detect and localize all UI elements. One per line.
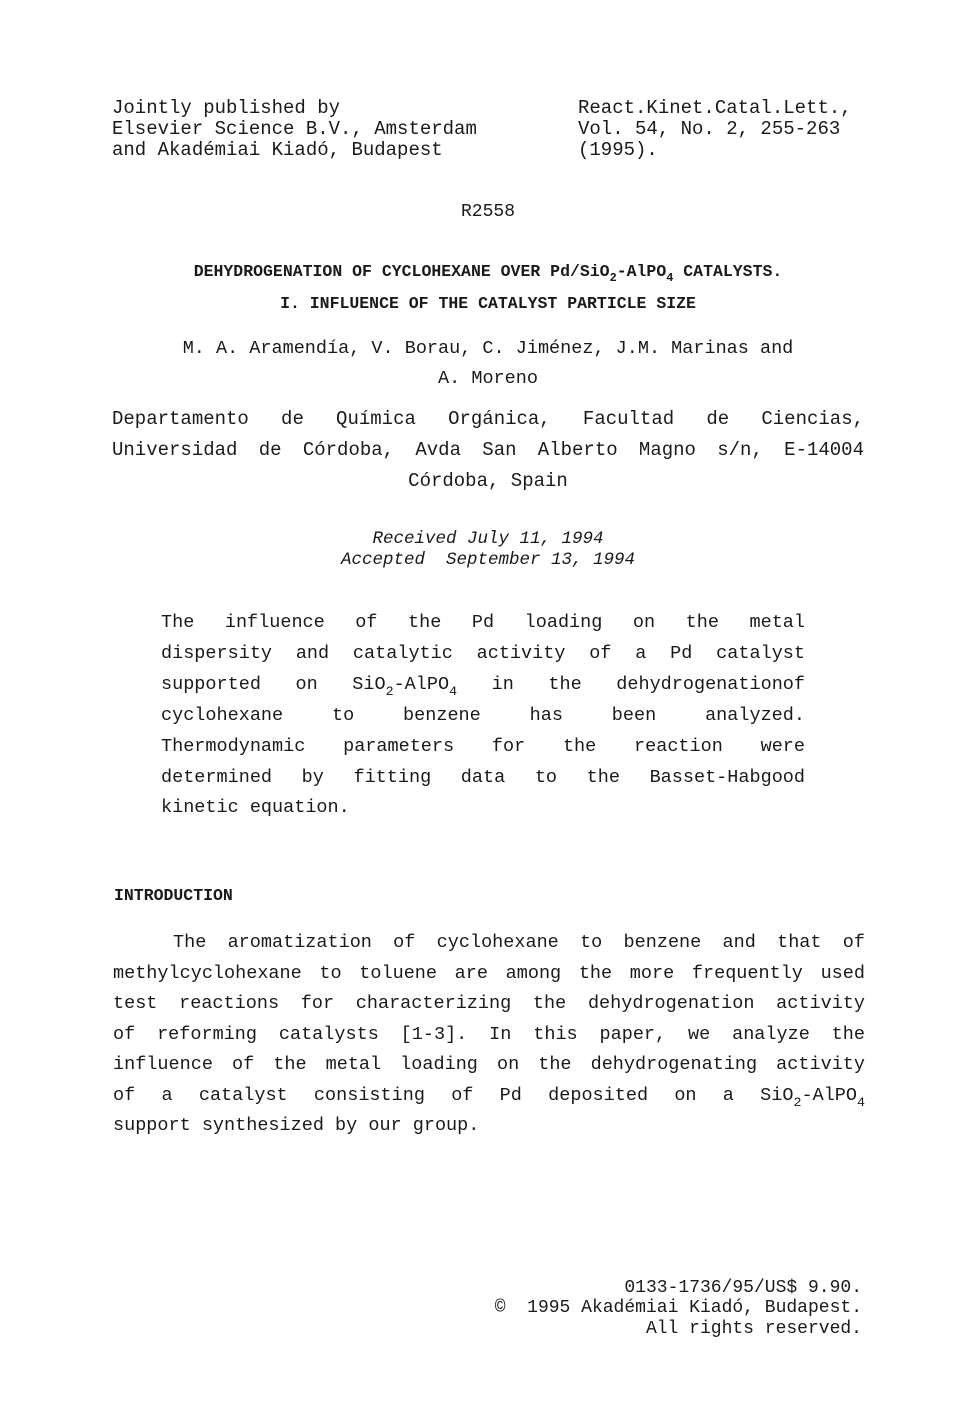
abstract-line: determined by fitting data to the Basset-Habgood xyxy=(161,767,805,788)
affiliation-line: Departamento de Química Orgánica, Facultad de Ciencias, xyxy=(112,408,864,430)
abstract-line: The influence of the Pd loading on the metal xyxy=(161,612,805,633)
intro-line: methylcyclohexane to toluene are among the more frequently used xyxy=(113,963,865,984)
affiliation-line: Córdoba, Spain xyxy=(408,470,568,492)
intro-line: The aromatization of cyclohexane to benzene and that of xyxy=(173,932,865,953)
authors-line: M. A. Aramendía, V. Borau, C. Jiménez, J.M. Marinas and xyxy=(182,338,794,359)
abstract-line: kinetic equation. xyxy=(161,797,350,818)
journal-citation xyxy=(578,98,852,161)
intro-line: of a catalyst consisting of Pd deposited on a SiO$_2$-AlPO$_4$ xyxy=(113,1085,865,1110)
abstract-line: supported on SiO$_2$-AlPO$_4$ in the dehydrogenationof xyxy=(161,674,806,699)
reference-number: R2558 xyxy=(460,202,515,222)
publisher-line: Elsevier Science B.V., Amsterdam xyxy=(112,118,477,140)
intro-line: support synthesized by our group. xyxy=(113,1115,480,1136)
paper-title-line-1: DEHYDROGENATION OF CYCLOHEXANE OVER Pd/SiO$_2$-AlPO$_4$ CATALYSTS. xyxy=(193,262,783,286)
received-date: Received July 11, 1994 xyxy=(372,529,604,549)
intro-line: of reforming catalysts [1-3]. In this paper, we analyze the xyxy=(113,1024,865,1045)
authors-line: A. Moreno xyxy=(438,368,538,389)
section-heading-introduction: INTRODUCTION xyxy=(114,886,233,905)
rights-reserved: All rights reserved. xyxy=(645,1319,862,1339)
journal-line: React.Kinet.Catal.Lett., xyxy=(578,97,852,119)
abstract-line: dispersity and catalytic activity of a Pd catalyst xyxy=(161,643,805,664)
publisher-line: and Akadémiai Kiadó, Budapest xyxy=(112,139,443,161)
abstract-line: cyclohexane to benzene has been analyzed. xyxy=(161,705,805,726)
affiliation-line: Universidad de Córdoba, Avda San Alberto Magno s/n, E-14004 xyxy=(112,439,864,461)
publisher-line: Jointly published by xyxy=(112,97,341,119)
publisher-info xyxy=(112,98,477,161)
issn-price: 0133-1736/95/US$ 9.90. xyxy=(624,1278,862,1298)
abstract-line: Thermodynamic parameters for the reaction were xyxy=(161,736,805,757)
journal-line: Vol. 54, No. 2, 255-263 xyxy=(578,118,841,140)
paper-title-line-2: I. INFLUENCE OF THE CATALYST PARTICLE SIZE xyxy=(280,294,696,313)
intro-line: test reactions for characterizing the dehydrogenation activity xyxy=(113,993,865,1014)
intro-line: influence of the metal loading on the dehydrogenating activity xyxy=(113,1054,865,1075)
journal-line: (1995). xyxy=(578,139,658,161)
accepted-date: Accepted September 13, 1994 xyxy=(340,550,636,570)
copyright-line: © 1995 Akadémiai Kiadó, Budapest. xyxy=(494,1298,862,1318)
